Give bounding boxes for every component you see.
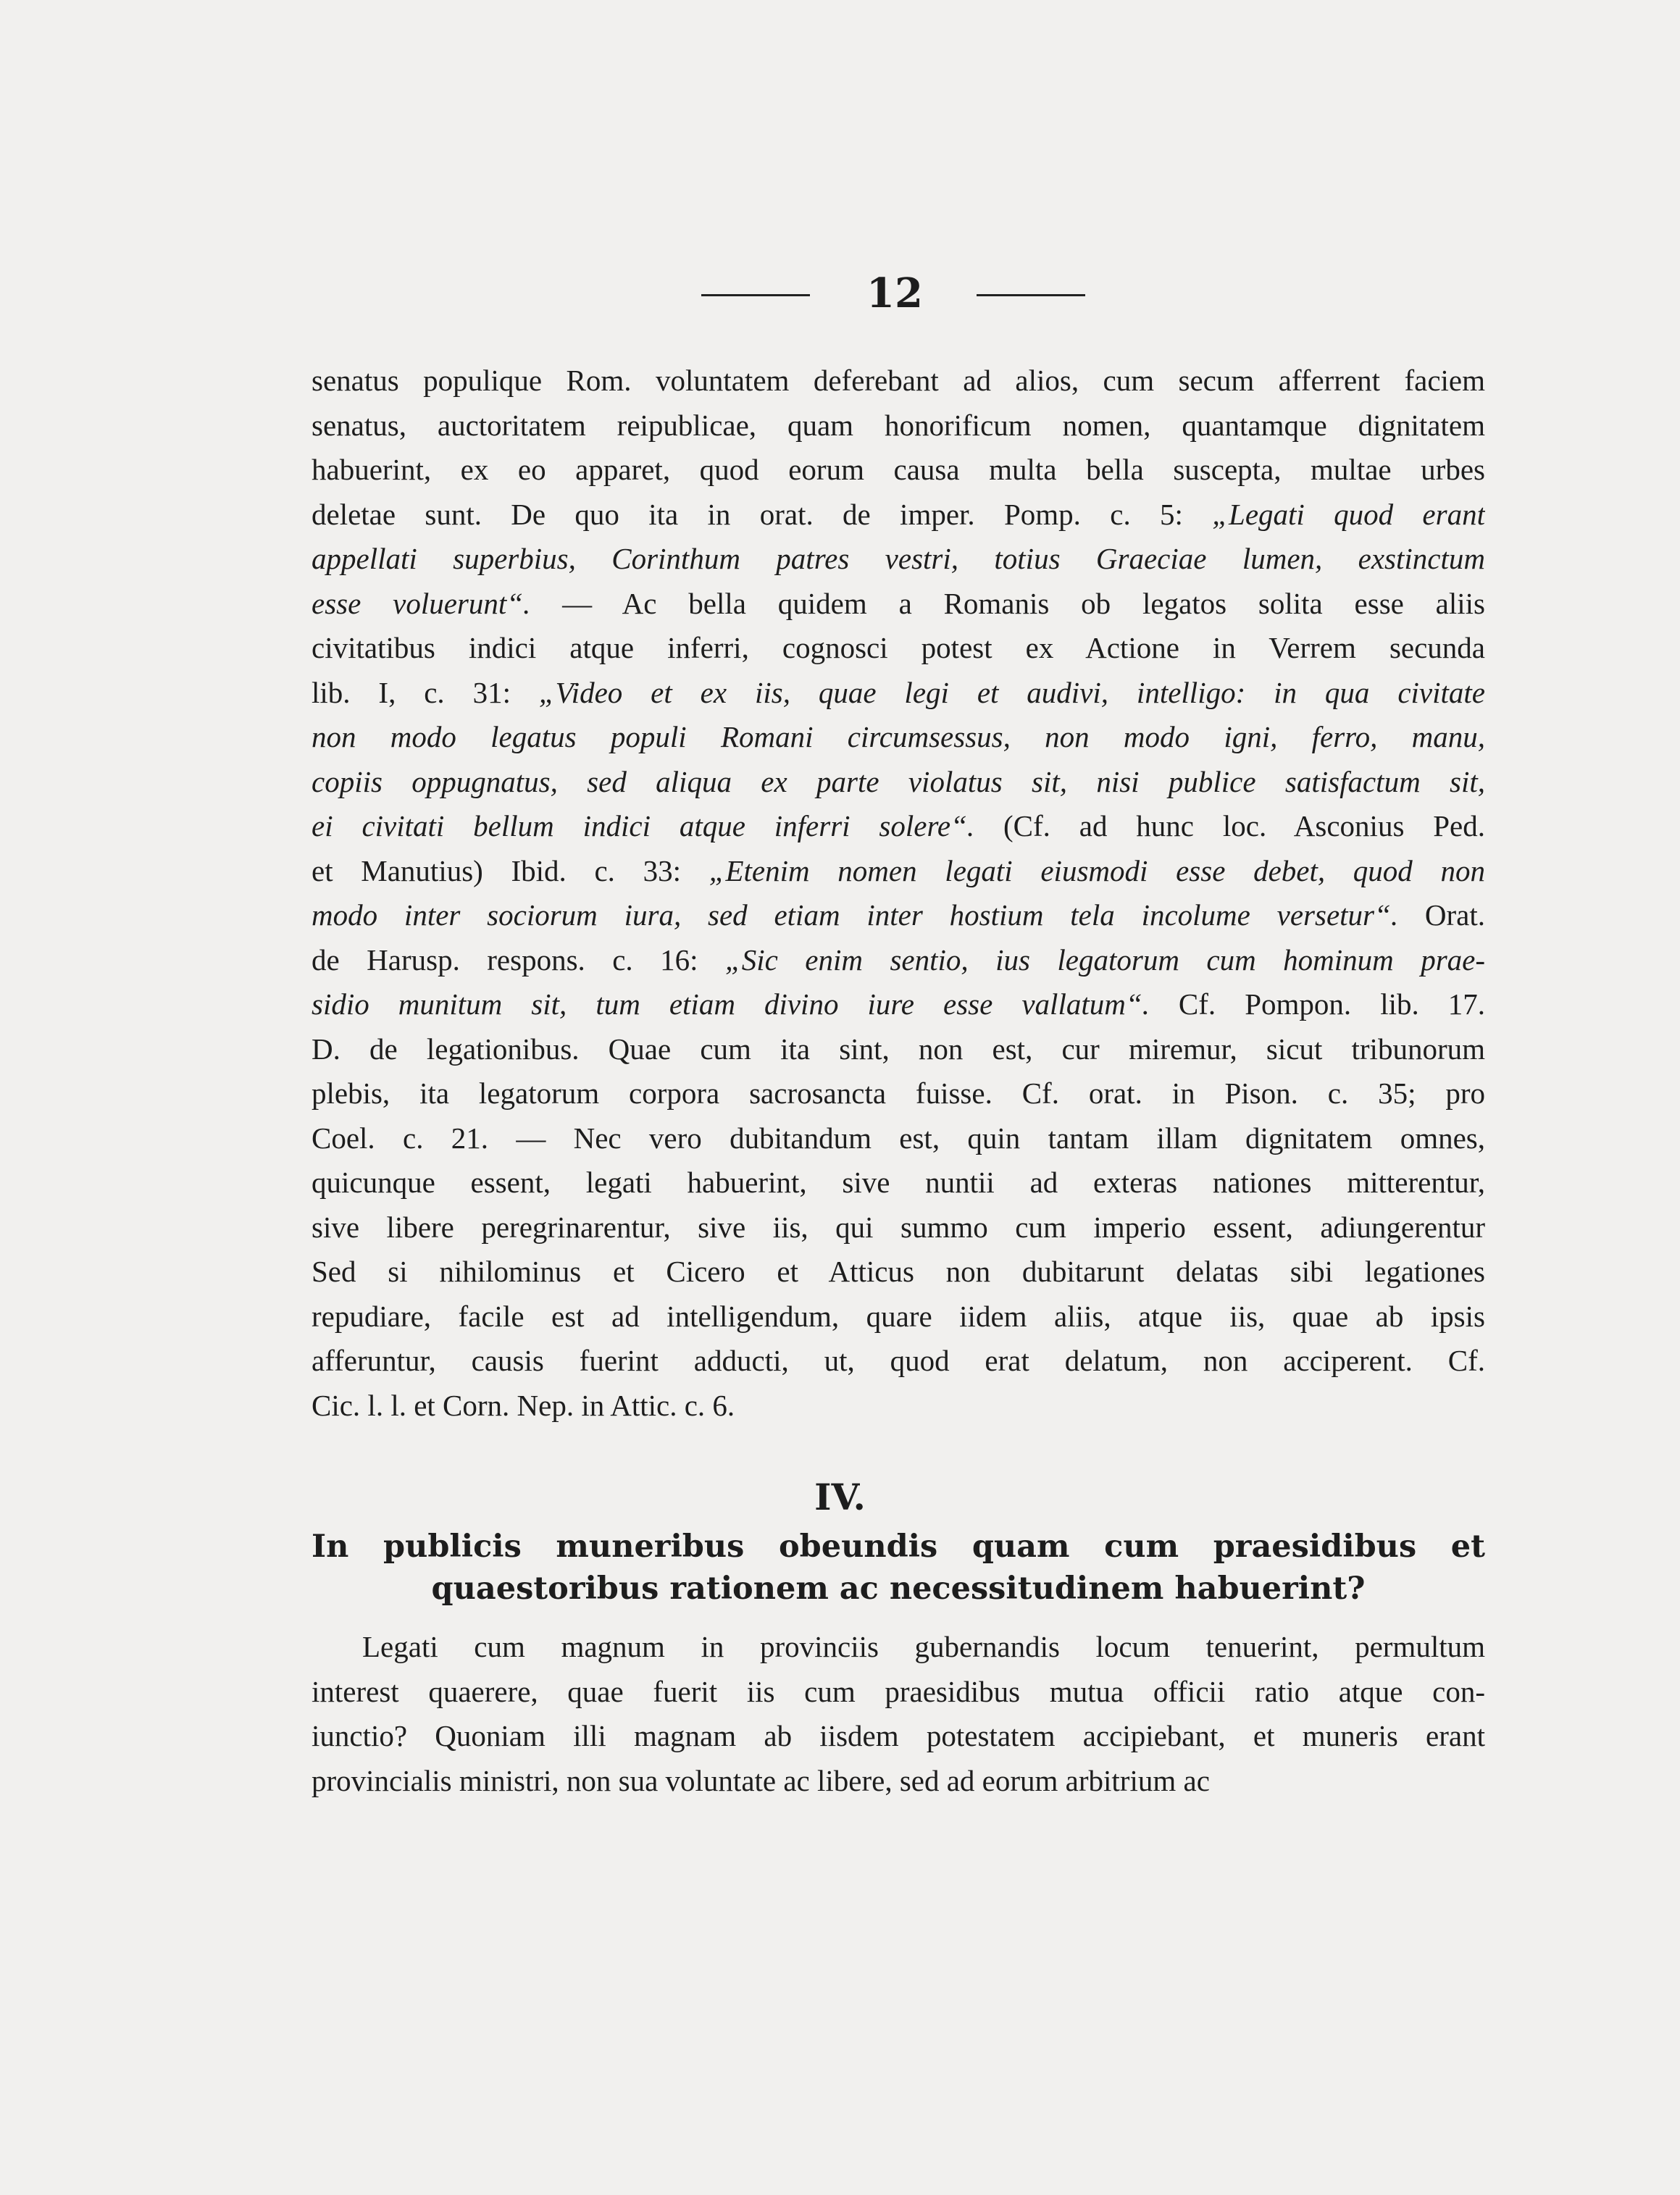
text-segment: de Harusp. respons. c. 16: — [312, 942, 725, 977]
text-line: senatus populique Rom. voluntatem deferebant ad alios, cum secum afferrent faciem — [312, 364, 1485, 397]
text-line: civitatibus indici atque inferri, cognosci potest ex Actione in Verrem secunda — [312, 631, 1485, 664]
text-line — [312, 849, 1485, 894]
page-number: 12 — [866, 269, 923, 317]
section-heading — [312, 1526, 1485, 1610]
section-number: IV. — [814, 1476, 866, 1518]
section-heading-line-1: In publicis muneribus obeundis quam cum praesidibus et — [312, 1529, 1485, 1565]
italic-quote: esse voluerunt“. — [312, 586, 531, 620]
text-line: provincialis ministri, non sua voluntate ac libere, sed ad eorum arbitrium ac — [312, 1763, 1210, 1797]
text-segment: (Cf. ad hunc loc. Asconius Ped. — [974, 809, 1485, 843]
header-rule-left — [701, 294, 810, 296]
italic-quote: non modo legatus populi Romani circumsessus, non modo igni, ferro, manu, — [312, 720, 1485, 753]
text-line: plebis, ita legatorum corpora sacrosancta fuisse. Cf. orat. in Pison. c. 35; pro — [312, 1076, 1485, 1110]
italic-quote: „Etenim nomen legati eiusmodi esse debet, quod non — [709, 853, 1485, 887]
text-segment: lib. I, c. 31: — [312, 675, 539, 709]
italic-quote: modo inter sociorum iura, sed etiam inter hostium tela incolume versetur“. — [312, 898, 1399, 932]
paragraph-1 — [312, 359, 1485, 1428]
italic-quote: „Video et ex iis, quae legi et audivi, intelligo: in qua civitate — [538, 675, 1485, 709]
text-line: Sed si nihilominus et Cicero et Atticus non dubitarunt delatas sibi legationes — [312, 1255, 1485, 1288]
text-line: Cic. l. l. et Corn. Nep. in Attic. c. 6. — [312, 1388, 735, 1422]
text-line — [312, 804, 1485, 849]
text-line: afferuntur, causis fuerint adducti, ut, quod erat delatum, non acciperent. Cf. — [312, 1344, 1485, 1377]
text-line — [312, 582, 1485, 627]
text-segment: Cf. Pompon. lib. 17. — [1149, 987, 1485, 1021]
section-heading-line-2: quaestoribus rationem ac necessitudinem habuerint? — [431, 1571, 1366, 1607]
text-line: senatus, auctoritatem reipublicae, quam honorificum nomen, quantamque dignitatem — [312, 408, 1485, 442]
italic-quote: „Sic enim sentio, ius legatorum cum hominum prae- — [724, 942, 1485, 977]
text-line — [312, 671, 1485, 716]
italic-quote: ei civitati bellum indici atque inferri solere“. — [312, 809, 975, 843]
text-segment: deletae sunt. De quo ita in orat. de imper. Pomp. c. 5: — [312, 497, 1213, 531]
text-line — [312, 938, 1485, 983]
text-line: Legati cum magnum in provinciis gubernandis locum tenuerint, permultum — [362, 1630, 1485, 1663]
text-line — [312, 715, 1485, 760]
text-segment: Orat. — [1398, 898, 1485, 932]
text-line: Coel. c. 21. — Nec vero dubitandum est, quin tantam illam dignitatem omnes, — [312, 1121, 1485, 1155]
text-line: habuerint, ex eo apparet, quod eorum causa multa bella suscepta, multae urbes — [312, 453, 1485, 486]
text-line: interest quaerere, quae fuerit iis cum praesidibus mutua officii ratio atque con- — [312, 1674, 1485, 1708]
paragraph-2 — [312, 1625, 1485, 1803]
text-segment: et Manutius) Ibid. c. 33: — [312, 853, 709, 887]
text-line — [312, 537, 1485, 582]
text-line: iunctio? Quoniam illi magnam ab iisdem potestatem accipiebant, et muneris erant — [312, 1719, 1485, 1752]
italic-quote: „Legati quod erant — [1212, 497, 1485, 531]
text-line — [312, 893, 1485, 938]
header-rule-right — [977, 294, 1085, 296]
text-line: sive libere peregrinarentur, sive iis, qui summo cum imperio essent, adiungerentur — [312, 1210, 1485, 1244]
page-header — [0, 268, 1680, 319]
text-segment: — Ac bella quidem a Romanis ob legatos solita esse aliis — [530, 586, 1485, 620]
italic-quote: appellati superbius, Corinthum patres vestri, totius Graeciae lumen, exstinctum — [312, 542, 1485, 575]
text-line: quicunque essent, legati habuerint, sive nuntii ad exteras nationes mitterentur, — [312, 1166, 1485, 1199]
text-line — [312, 982, 1485, 1027]
text-line: repudiare, facile est ad intelligendum, quare iidem aliis, atque iis, quae ab ipsis — [312, 1299, 1485, 1333]
text-line — [312, 760, 1485, 805]
italic-quote: sidio munitum sit, tum etiam divino iure esse vallatum“. — [312, 987, 1150, 1021]
text-line — [312, 493, 1485, 538]
text-line: D. de legationibus. Quae cum ita sint, non est, cur miremur, sicut tribunorum — [312, 1032, 1485, 1066]
italic-quote: copiis oppugnatus, sed aliqua ex parte violatus sit, nisi publice satisfactum sit, — [312, 764, 1485, 798]
